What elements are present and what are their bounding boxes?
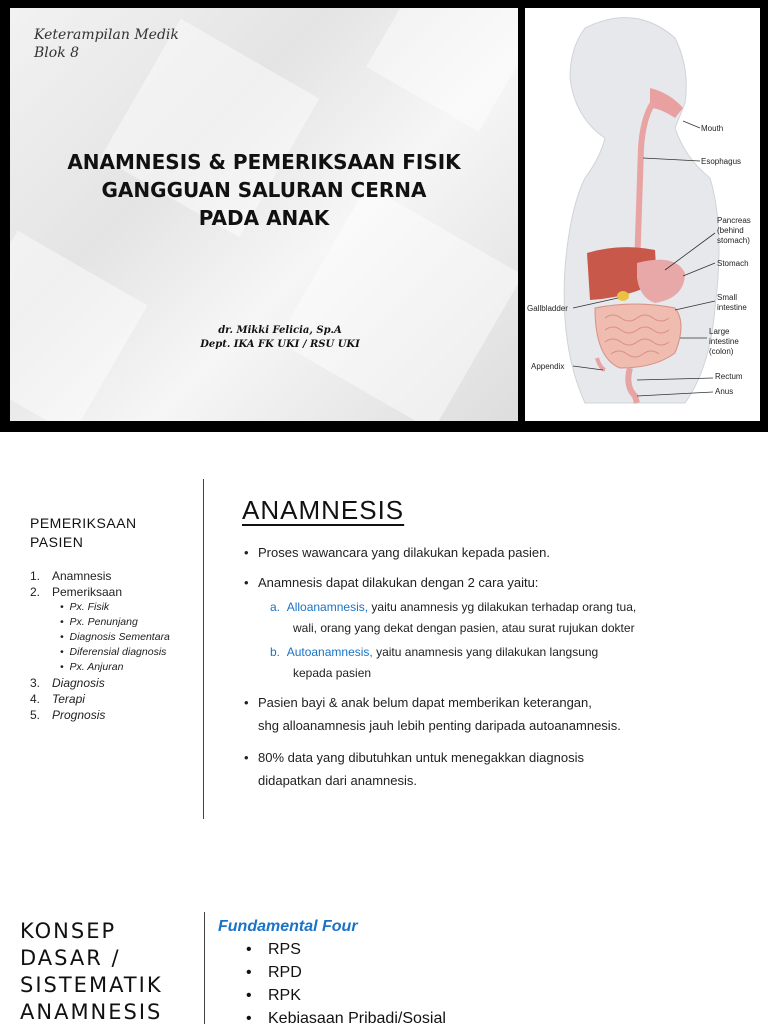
sub-list-item: • Diagnosis Sementara [60,631,170,643]
fundamental-four-list [246,938,446,1030]
label-stomach: Stomach [717,259,749,268]
sub-marker: a. [270,600,281,614]
list-item [30,707,170,723]
author-department: Dept. IKA FK UKI / RSU UKI [200,339,360,350]
title-line: KONSEP [20,919,117,943]
vertical-divider [204,912,205,1024]
list-label: Pemeriksaan [52,585,123,599]
bg-hexagon [366,8,518,132]
sub-list-item: • Px. Penunjang [60,616,138,628]
title-line: GANGGUAN SALURAN CERNA [101,178,427,202]
list-label: Anamnesis [52,569,112,583]
label-large-intestine: (colon) [709,347,734,356]
sub-item-label: Px. Fisik [69,601,110,613]
bullet-dot: • [244,695,249,710]
title-line: SISTEMATIK [20,973,163,997]
title-line: PADA ANAK [198,206,330,230]
sub-bullet-b [270,641,598,663]
digestive-system-illustration [525,8,760,421]
title-panel [10,8,518,421]
term-autoanamnesis: Autoanamnesis, [286,645,373,659]
label-rectum: Rectum [715,372,743,381]
label-esophagus: Esophagus [701,157,742,166]
list-number: 5. [30,708,41,722]
sub-list-item: • Px. Fisik [60,601,110,613]
bullet-dot: • [244,750,249,765]
list-item [30,584,170,600]
bullet-text: didapatkan dari anamnesis. [258,773,417,788]
title-slide [0,0,768,432]
label-mouth: Mouth [701,124,724,133]
list-item: • RPD [246,961,446,984]
list-item: • Kebiasaan Pribadi/Sosial [246,1007,446,1030]
title-line: DASAR / [20,946,121,970]
anamnesis-slide [0,432,768,864]
sub-item-label: Px. Penunjang [69,616,138,628]
concept-slide [0,864,768,1027]
list-number: 1. [30,569,41,583]
title-line: ANAMNESIS & PEMERIKSAAN FISIK [67,150,461,174]
label-large-intestine: intestine [709,337,739,346]
label-pancreas: Pancreas [717,216,751,225]
sidebar-title-line: PEMERIKSAAN [30,515,137,531]
list-label: Terapi [52,692,85,706]
list-label: Prognosis [52,708,106,722]
slide-title [20,918,163,1026]
author-block [160,324,400,352]
vertical-divider [203,479,204,819]
term-alloanamnesis: Alloanamnesis, [286,600,369,614]
label-pancreas-note: stomach) [717,236,750,245]
sub-bullet-a [270,596,636,618]
bullet-dot: • [244,545,249,560]
list-item: • RPS [246,938,446,961]
title-line: ANAMNESIS [20,1000,163,1024]
sub-list-item: • Diferensial diagnosis [60,646,167,658]
course-label [34,26,179,62]
bullet-text: Pasien bayi & anak belum dapat memberikan keterangan, [258,695,592,710]
sub-item-label: Px. Anjuran [69,661,124,673]
sidebar-title-line: PASIEN [30,534,84,550]
slide-heading: ANAMNESIS [242,495,405,525]
gallbladder-shape [617,291,629,301]
list-label: Diagnosis [52,676,105,690]
bullet-dot: • [244,575,249,590]
sub-text: yaitu anamnesis yang dilakukan langsung [372,645,599,659]
bg-hexagon [10,231,147,421]
digestive-diagram [525,8,760,421]
course-name: Keterampilan Medik [34,27,179,43]
sub-item-label: Diagnosis Sementara [69,631,170,643]
label-small-intestine: Small [717,293,738,302]
list-item: • RPK [246,984,446,1007]
label-small-intestine: intestine [717,303,747,312]
list-number: 2. [30,585,41,599]
slide-title [10,148,518,232]
sub-text: wali, orang yang dekat dengan pasien, atau surat rujukan dokter [293,621,635,635]
bullet-text: 80% data yang dibutuhkan untuk menegakkan diagnosis [258,750,584,765]
bullet-text: Anamnesis dapat dilakukan dengan 2 cara yaitu: [258,575,539,590]
label-large-intestine: Large [709,327,730,336]
sub-item-label: Diferensial diagnosis [69,646,167,658]
label-appendix: Appendix [531,362,565,371]
sidebar-title [30,514,137,552]
sub-list-item: • Px. Anjuran [60,661,124,673]
bullet-text: shg alloanamnesis jauh lebih penting daripada autoanamnesis. [258,718,621,733]
list-number: 4. [30,692,41,706]
label-pancreas-note: (behind [717,226,744,235]
list-item [30,568,170,584]
label-gallbladder: Gallbladder [527,304,568,313]
list-number: 3. [30,676,41,690]
exam-steps-list [30,568,170,723]
sub-text: yaitu anamnesis yg dilakukan terhadap orang tua, [368,600,637,614]
subtitle: Fundamental Four [218,918,358,935]
list-item [30,691,170,707]
block-number: Blok 8 [34,45,80,61]
sub-marker: b. [270,645,281,659]
sub-text: kepada pasien [293,666,372,680]
label-anus: Anus [715,387,734,396]
list-item [30,675,170,691]
author-name: dr. Mikki Felicia, Sp.A [218,325,342,336]
bullet-text: Proses wawancara yang dilakukan kepada pasien. [258,545,550,560]
